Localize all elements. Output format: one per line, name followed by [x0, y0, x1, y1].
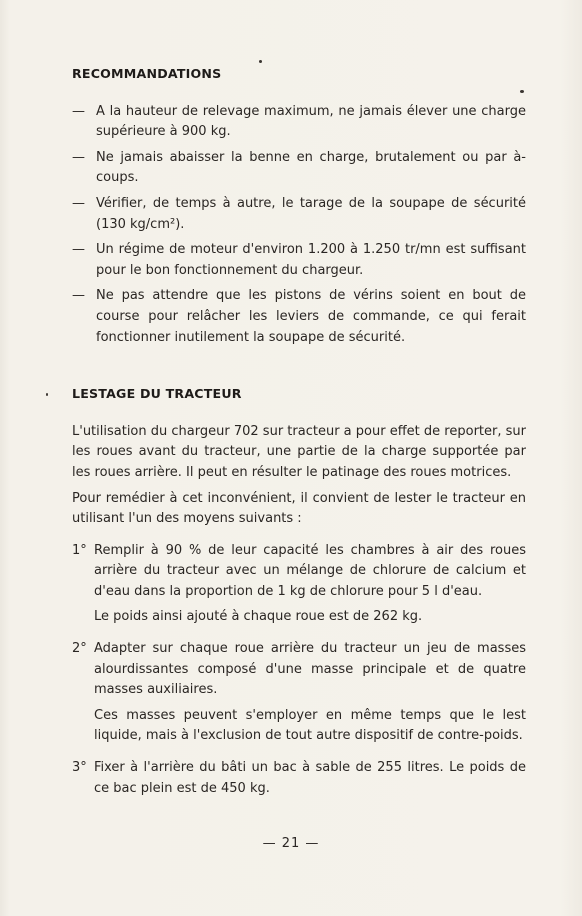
list-item-text: A la hauteur de relevage maximum, ne jamais élever une charge supérieure à 900 kg. [96, 103, 526, 140]
recommandations-list [72, 102, 526, 349]
print-speck [259, 60, 262, 63]
numbered-item [72, 639, 526, 747]
list-item [72, 286, 526, 348]
list-item-text: Ne pas attendre que les pistons de vérins soient en bout de course pour relâcher les leviers de commande, ce qui ferait fonctionner inutilement la soupape de sécurité. [96, 288, 526, 345]
item-number: 2° [72, 641, 87, 657]
list-item [72, 102, 526, 143]
item-number: 1° [72, 542, 87, 558]
numbered-item [72, 541, 526, 628]
item-text: Remplir à 90 % de leur capacité les chambres à air des roues arrière du tracteur avec un mélange de chlorure de calcium et d'eau dans la proportion de 1 kg de chlorure pour 5 l d'eau. [94, 542, 526, 599]
dash-bullet: — [72, 288, 85, 304]
section-title-lestage: LESTAGE DU TRACTEUR [72, 386, 242, 402]
numbered-item [72, 758, 526, 799]
dash-bullet: — [72, 149, 85, 165]
list-item-text: Vérifier, de temps à autre, le tarage de la soupape de sécurité (130 kg/cm²). [96, 195, 526, 232]
page-content [72, 64, 526, 799]
item-note: Le poids ainsi ajouté à chaque roue est de 262 kg. [94, 609, 423, 625]
item-text: Fixer à l'arrière du bâti un bac à sable de 255 litres. Le poids de ce bac plein est de 450 kg. [94, 760, 526, 796]
item-text: Adapter sur chaque roue arrière du tracteur un jeu de masses alourdissantes composé d'une masse principale et de quatre masses auxiliaires. [94, 641, 526, 698]
print-speck [46, 393, 48, 396]
dash-bullet: — [72, 103, 85, 119]
list-item [72, 240, 526, 281]
page-number: — 21 — [262, 836, 320, 851]
list-item-text: Un régime de moteur d'environ 1.200 à 1.250 tr/mn est suffisant pour le bon fonctionnement du chargeur. [96, 242, 526, 278]
list-item [72, 148, 526, 189]
item-note: Ces masses peuvent s'employer en même temps que le lest liquide, mais à l'exclusion de tout autre dispositif de contre-poids. [94, 707, 526, 744]
paragraph-intro: L'utilisation du chargeur 702 sur tracteur a pour effet de reporter, sur les roues avant du tracteur, une partie de la charge supportée par les roues arrière. Il peut en résulter le patinage des roues motrices. [72, 423, 526, 480]
list-item [72, 194, 526, 235]
dash-bullet: — [72, 195, 85, 211]
paragraph-remedy: Pour remédier à cet inconvénient, il convient de lester le tracteur en utilisant l'un des moyens suivants : [72, 490, 526, 527]
list-item-text: Ne jamais abaisser la benne en charge, brutalement ou par à-coups. [96, 149, 526, 186]
item-number: 3° [72, 760, 87, 776]
dash-bullet: — [72, 242, 85, 258]
section-title-recommandations: RECOMMANDATIONS [72, 66, 222, 81]
